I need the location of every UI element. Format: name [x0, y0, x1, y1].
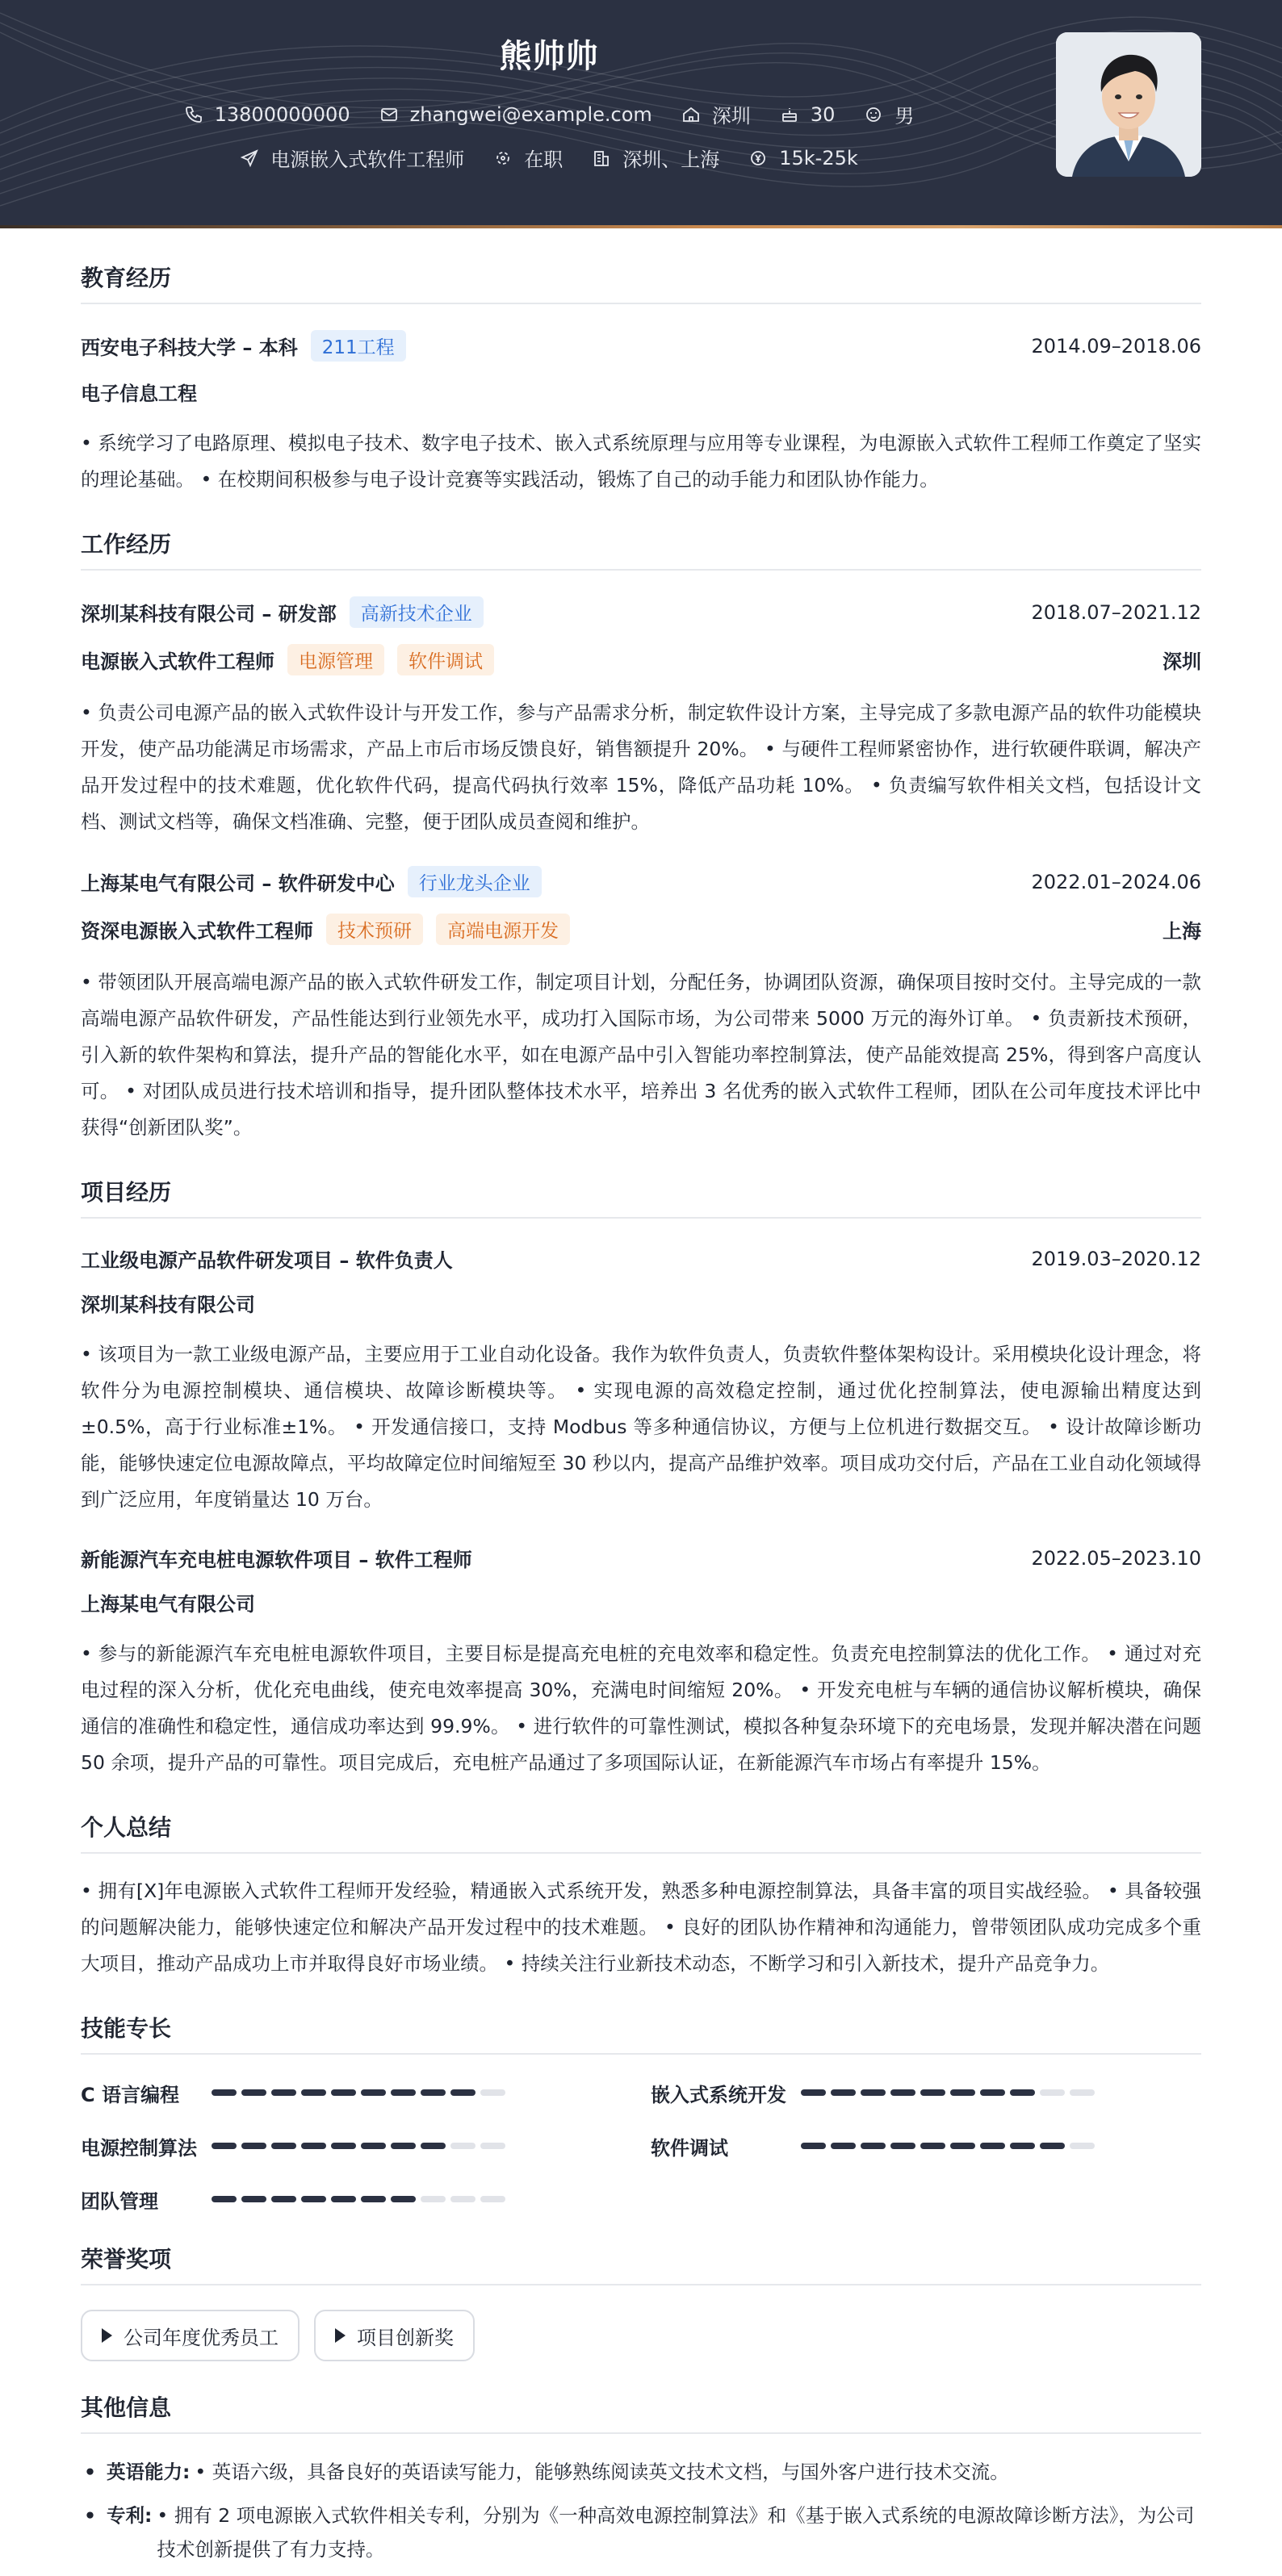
award-label: 项目创新奖	[357, 2326, 454, 2349]
skill-item	[81, 2079, 651, 2106]
skill-segment	[801, 2143, 826, 2149]
job-row	[0, 144, 1098, 172]
award-label: 公司年度优秀员工	[124, 2326, 279, 2349]
skill-segment	[450, 2089, 476, 2096]
skill-segment	[241, 2143, 266, 2149]
candidate-name: 熊帅帅	[499, 38, 599, 75]
phone-text: 13800000000	[214, 102, 350, 126]
role-tag: 软件调试	[397, 644, 494, 675]
work-location: 上海	[1163, 920, 1201, 943]
skill-segment	[480, 2089, 505, 2096]
header-accent-bar	[0, 225, 1282, 228]
job-target-info	[240, 144, 464, 172]
skill-level-bar	[212, 2089, 510, 2096]
skill-segment	[301, 2143, 326, 2149]
skill-name: 电源控制算法	[81, 2136, 197, 2160]
skill-segment	[920, 2143, 945, 2149]
skill-item	[651, 2079, 1201, 2106]
skill-segment	[450, 2143, 476, 2149]
project-org: 深圳某科技有限公司	[81, 1294, 255, 1316]
skill-item	[81, 2132, 651, 2160]
other-label: 专利:	[107, 2504, 153, 2527]
skill-name: 团队管理	[81, 2189, 158, 2213]
skill-segment	[331, 2089, 356, 2096]
profile-portrait	[1056, 32, 1201, 177]
other-item	[81, 2499, 1201, 2566]
skill-segment	[1010, 2143, 1035, 2149]
phone-icon	[184, 105, 203, 124]
summary-title: 个人总结	[81, 1781, 1201, 1854]
cake-icon	[780, 105, 799, 124]
skills-grid	[81, 2079, 1201, 2213]
skill-segment	[480, 2143, 505, 2149]
skill-segment	[1040, 2089, 1065, 2096]
skill-segment	[1070, 2143, 1095, 2149]
project-entry-head	[81, 1244, 1201, 1273]
play-icon	[335, 2328, 346, 2343]
company-name: 上海某电气有限公司 – 软件研发中心	[81, 872, 395, 895]
skill-segment	[212, 2196, 237, 2202]
contact-row	[0, 100, 1098, 128]
awards-list	[81, 2310, 1201, 2361]
resume-header	[0, 0, 1282, 228]
skill-segment	[301, 2089, 326, 2096]
award-item	[314, 2310, 475, 2361]
role-tag: 技术预研	[326, 914, 423, 945]
skill-segment	[241, 2196, 266, 2202]
building-icon	[592, 148, 611, 168]
education-date: 2014.09–2018.06	[1031, 334, 1201, 358]
skill-item	[651, 2132, 1201, 2160]
spinner-icon	[493, 148, 513, 168]
work-location: 深圳	[1163, 650, 1201, 673]
work-date: 2018.07–2021.12	[1031, 600, 1201, 624]
city-info	[681, 100, 751, 128]
skill-segment	[361, 2196, 386, 2202]
skill-name: C 语言编程	[81, 2083, 179, 2106]
award-item	[81, 2310, 300, 2361]
email-info	[379, 103, 652, 126]
project-date: 2022.05–2023.10	[1031, 1546, 1201, 1570]
bullet-icon: •	[84, 2504, 97, 2527]
work-title: 工作经历	[81, 498, 1201, 571]
send-icon	[240, 148, 259, 168]
skill-segment	[920, 2089, 945, 2096]
skill-segment	[450, 2196, 476, 2202]
role-tag: 电源管理	[287, 644, 384, 675]
work-role-row	[81, 644, 1201, 675]
salary-text: 15k-25k	[779, 146, 858, 169]
skill-segment	[421, 2143, 446, 2149]
school-name: 西安电子科技大学 – 本科	[81, 337, 298, 359]
skill-segment	[391, 2143, 416, 2149]
role-tag: 高端电源开发	[436, 914, 570, 945]
skill-segment	[831, 2143, 856, 2149]
skill-segment	[831, 2089, 856, 2096]
profile-photo	[1056, 32, 1201, 177]
skill-segment	[271, 2196, 296, 2202]
city-text: 深圳	[711, 105, 751, 128]
home-icon	[681, 105, 701, 124]
skill-level-bar	[212, 2196, 510, 2202]
work-desc: • 负责公司电源产品的嵌入式软件设计与开发工作，参与产品需求分析，制定软件设计方案，主导完成了多款电源产品的软件功能模块开发，使产品功能满足市场需求，产品上市后市场反馈良好，销售额提升 20%。 • 与硬件工程师紧密协作，进行软硬件联调，解决产品开发过程中的技术难题，优化软件代码，提高代码执行效率 15%，降低产品功耗 10%。 • 负责编写软件相关文档，包括设计文档、测试文档等，确保文档准确、完整，便于团队成员查阅和维护。	[81, 701, 1201, 833]
project-entry-head	[81, 1544, 1201, 1572]
target-city-info	[592, 144, 719, 172]
project-name: 工业级电源产品软件研发项目 – 软件负责人	[81, 1249, 453, 1272]
bullet-icon: •	[84, 2461, 97, 2483]
projects-title: 项目经历	[81, 1146, 1201, 1219]
skill-segment	[1070, 2089, 1095, 2096]
work-date: 2022.01–2024.06	[1031, 870, 1201, 893]
skill-name: 软件调试	[651, 2136, 728, 2160]
project-name: 新能源汽车充电桩电源软件项目 – 软件工程师	[81, 1549, 472, 1571]
skill-segment	[980, 2143, 1005, 2149]
email-text: zhangwei@example.com	[409, 102, 652, 126]
project-date: 2019.03–2020.12	[1031, 1247, 1201, 1270]
skill-segment	[271, 2143, 296, 2149]
project-desc: • 该项目为一款工业级电源产品，主要应用于工业自动化设备。我作为软件负责人，负责软件整体架构设计。采用模块化设计理念，将软件分为电源控制模块、通信模块、故障诊断模块等。 • 实现电源的高效稳定控制，通过优化控制算法，使电源输出精度达到±0.5%，高于行业标准±1%。 • 开发通信接口，支持 Modbus 等多种通信协议，方便与上位机进行数据交互。 • 设计故障诊断功能，能够快速定位电源故障点，平均故障定位时间缩短至 30 秒以内，提高产品维护效率。项目成功交付后，产品在工业自动化领域得到广泛应用，年度销量达 10 万台。	[81, 1343, 1201, 1511]
other-text: • 英语六级，具备良好的英语读写能力，能够熟练阅读英文技术文档，与国外客户进行技术交流。	[195, 2461, 1009, 2483]
skill-segment	[950, 2143, 975, 2149]
education-major-row	[81, 378, 1201, 406]
target-city-text: 深圳、上海	[622, 148, 720, 171]
status-text: 在职	[524, 148, 563, 171]
skill-segment	[241, 2089, 266, 2096]
other-text: • 拥有 2 项电源嵌入式软件相关专利，分别为《一种高效电源控制算法》和《基于嵌入式系统的电源故障诊断方法》，为公司技术创新提供了有力支持。	[157, 2504, 1195, 2561]
role-title: 电源嵌入式软件工程师	[81, 650, 274, 673]
other-title: 其他信息	[81, 2361, 1201, 2434]
resume-body	[81, 232, 1201, 2576]
skill-segment	[212, 2143, 237, 2149]
skill-segment	[421, 2089, 446, 2096]
skill-segment	[271, 2089, 296, 2096]
skill-level-bar	[212, 2143, 510, 2149]
role-title: 资深电源嵌入式软件工程师	[81, 920, 313, 943]
education-title: 教育经历	[81, 232, 1201, 304]
work-entry-head	[81, 596, 1201, 628]
skill-segment	[801, 2089, 826, 2096]
status-info	[493, 144, 563, 172]
project-org: 上海某电气有限公司	[81, 1593, 255, 1616]
project-org-row	[81, 1588, 1201, 1616]
skill-segment	[480, 2196, 505, 2202]
skill-segment	[950, 2089, 975, 2096]
awards-title: 荣誉奖项	[81, 2213, 1201, 2285]
project-desc: • 参与的新能源汽车充电桩电源软件项目，主要目标是提高充电桩的充电效率和稳定性。负责充电控制算法的优化工作。 • 通过对充电过程的深入分析，优化充电曲线，使充电效率提高 30%，充满电时间缩短 20%。 • 开发充电桩与车辆的通信协议解析模块，确保通信的准确性和稳定性，通信成功率达到 99.9%。 • 进行软件的可靠性测试，模拟各种复杂环境下的充电场景，发现并解决潜在问题 50 余项，提升产品的可靠性。项目完成后，充电桩产品通过了多项国际认证，在新能源汽车市场占有率提升 15%。	[81, 1642, 1201, 1774]
skill-segment	[391, 2089, 416, 2096]
gender-info	[864, 100, 914, 128]
salary-info	[748, 147, 858, 169]
skill-segment	[980, 2089, 1005, 2096]
work-role-row	[81, 914, 1201, 945]
company-name: 深圳某科技有限公司 – 研发部	[81, 603, 337, 625]
school-tag: 211工程	[311, 330, 406, 362]
skill-segment	[212, 2089, 237, 2096]
play-icon	[102, 2328, 112, 2343]
skill-segment	[890, 2089, 915, 2096]
money-icon	[748, 148, 768, 168]
education-desc: • 系统学习了电路原理、模拟电子技术、数字电子技术、嵌入式系统原理与应用等专业课程，为电源嵌入式软件工程师工作奠定了坚实的理论基础。 • 在校期间积极参与电子设计竞赛等实践活动，锻炼了自己的动手能力和团队协作能力。	[81, 432, 1201, 491]
skill-segment	[391, 2196, 416, 2202]
mail-icon	[379, 105, 399, 124]
skill-name: 嵌入式系统开发	[651, 2083, 786, 2106]
education-entry-head	[81, 330, 1201, 362]
other-label: 英语能力:	[107, 2461, 191, 2483]
skill-segment	[890, 2143, 915, 2149]
company-tag: 高新技术企业	[350, 596, 484, 628]
age-text: 30	[810, 102, 836, 126]
gender-text: 男	[894, 105, 915, 128]
skill-segment	[361, 2089, 386, 2096]
skill-segment	[301, 2196, 326, 2202]
skill-segment	[861, 2143, 886, 2149]
skill-segment	[361, 2143, 386, 2149]
skill-segment	[331, 2196, 356, 2202]
major: 电子信息工程	[81, 383, 197, 405]
skill-segment	[1010, 2089, 1035, 2096]
company-tag: 行业龙头企业	[408, 866, 542, 897]
skill-segment	[861, 2089, 886, 2096]
skill-level-bar	[801, 2143, 1100, 2149]
skill-segment	[331, 2143, 356, 2149]
other-list	[81, 2455, 1201, 2566]
other-item	[81, 2455, 1201, 2489]
age-info	[780, 103, 836, 126]
summary-desc: • 拥有[X]年电源嵌入式软件工程师开发经验，精通嵌入式系统开发，熟悉多种电源控制算法，具备丰富的项目实战经验。 • 具备较强的问题解决能力，能够快速定位和解决产品开发过程中的技术难题。 • 良好的团队协作精神和沟通能力，曾带领团队成功完成多个重大项目，推动产品成功上市并取得良好市场业绩。 • 持续关注行业新技术动态，不断学习和引入新技术，提升产品竞争力。	[81, 1880, 1201, 1975]
phone-info	[184, 103, 350, 126]
skill-item	[81, 2185, 651, 2213]
work-entry-head	[81, 866, 1201, 897]
project-org-row	[81, 1289, 1201, 1317]
job-target-text: 电源嵌入式软件工程师	[270, 148, 465, 171]
skills-title: 技能专长	[81, 1982, 1201, 2055]
work-desc: • 带领团队开展高端电源产品的嵌入式软件研发工作，制定项目计划，分配任务，协调团队资源，确保项目按时交付。主导完成的一款高端电源产品软件研发，产品性能达到行业领先水平，成功打入国际市场，为公司带来 5000 万元的海外订单。 • 负责新技术预研，引入新的软件架构和算法，提升产品的智能化水平，如在电源产品中引入智能功率控制算法，使产品能效提高 25%，得到客户高度认可。 • 对团队成员进行技术培训和指导，提升团队整体技术水平，培养出 3 名优秀的嵌入式软件工程师，团队在公司年度技术评比中获得“创新团队奖”。	[81, 971, 1201, 1139]
skill-level-bar	[801, 2089, 1100, 2096]
skill-segment	[421, 2196, 446, 2202]
skill-segment	[1040, 2143, 1065, 2149]
face-icon	[864, 105, 883, 124]
